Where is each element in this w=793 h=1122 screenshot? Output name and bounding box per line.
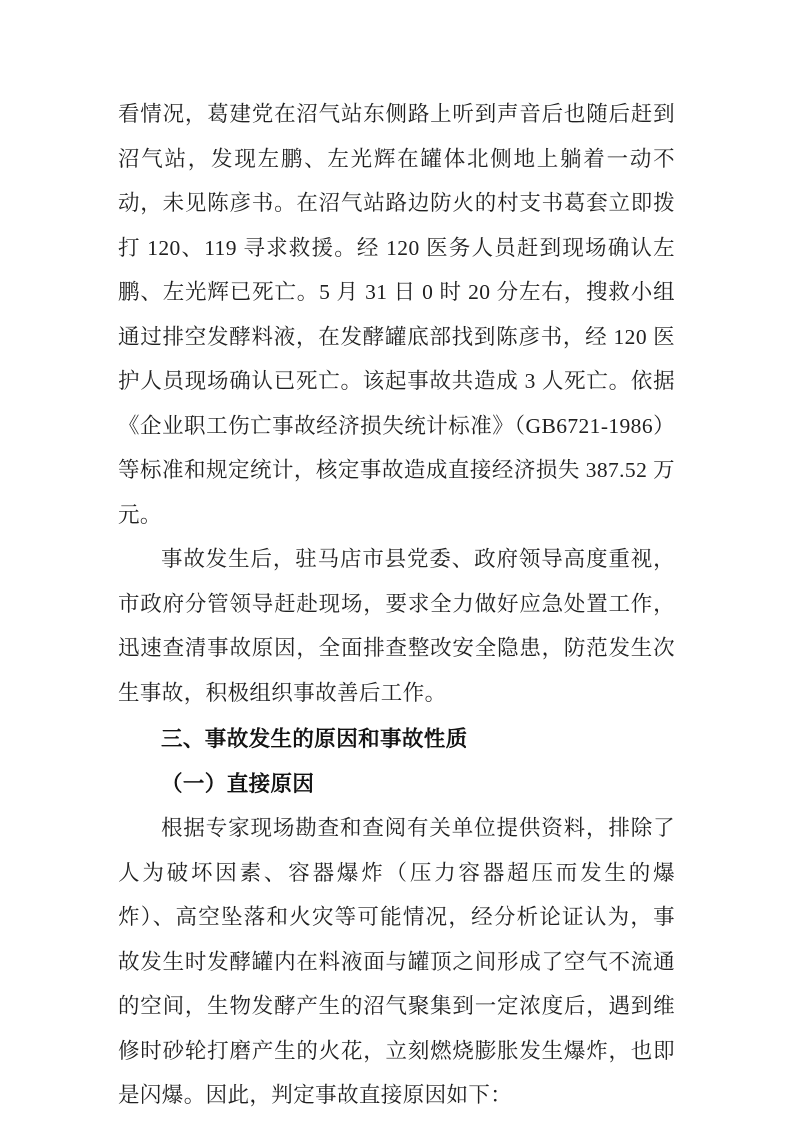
paragraph-emergency-response: 事故发生后，驻马店市县党委、政府领导高度重视，市政府分管领导赶赴现场，要求全力做好应急处置工作，迅速查清事故原因，全面排查整改安全隐患，防范发生次生事故，积极组织事故善后工作。 [118, 547, 675, 705]
paragraph-direct-cause-analysis: 根据专家现场勘查和查阅有关单位提供资料，排除了人为破坏因素、容器爆炸（压力容器超压而发生的爆炸）、高空坠落和火灾等可能情况，经分析论证认为，事故发生时发酵罐内在料液面与罐顶之间形成了空气不流通的空间，生物发酵产生的沼气聚集到一定浓度后，遇到维修时砂轮打磨产生的火花，立刻燃烧膨胀发生爆炸，也即是闪爆。因此，判定事故直接原因如下： [118, 816, 675, 1107]
paragraph-accident-narrative: 看情况，葛建党在沼气站东侧路上听到声音后也随后赶到沼气站，发现左鹏、左光辉在罐体北侧地上躺着一动不动，未见陈彦书。在沼气站路边防火的村支书葛套立即拨打 120、119 寻求救援。经 120 医务人员赶到现场确认左鹏、左光辉已死亡。5 月 31 日 0 时 20 分左右，搜救小组通过排空发酵料液，在发酵罐底部找到陈彦书，经 120 医护人员现场确认已死亡。该起事故共造成 3 人死亡。依据《企业职工伤亡事故经济损失统计标准》（GB6721-1986）等标准和规定统计，核定事故造成直接经济损失 387.52 万元。 [118, 102, 675, 527]
document-body [118, 92, 675, 1118]
subsection-heading-direct-cause: （一）直接原因 [161, 771, 315, 796]
section-heading-cause-and-nature: 三、事故发生的原因和事故性质 [161, 727, 468, 751]
